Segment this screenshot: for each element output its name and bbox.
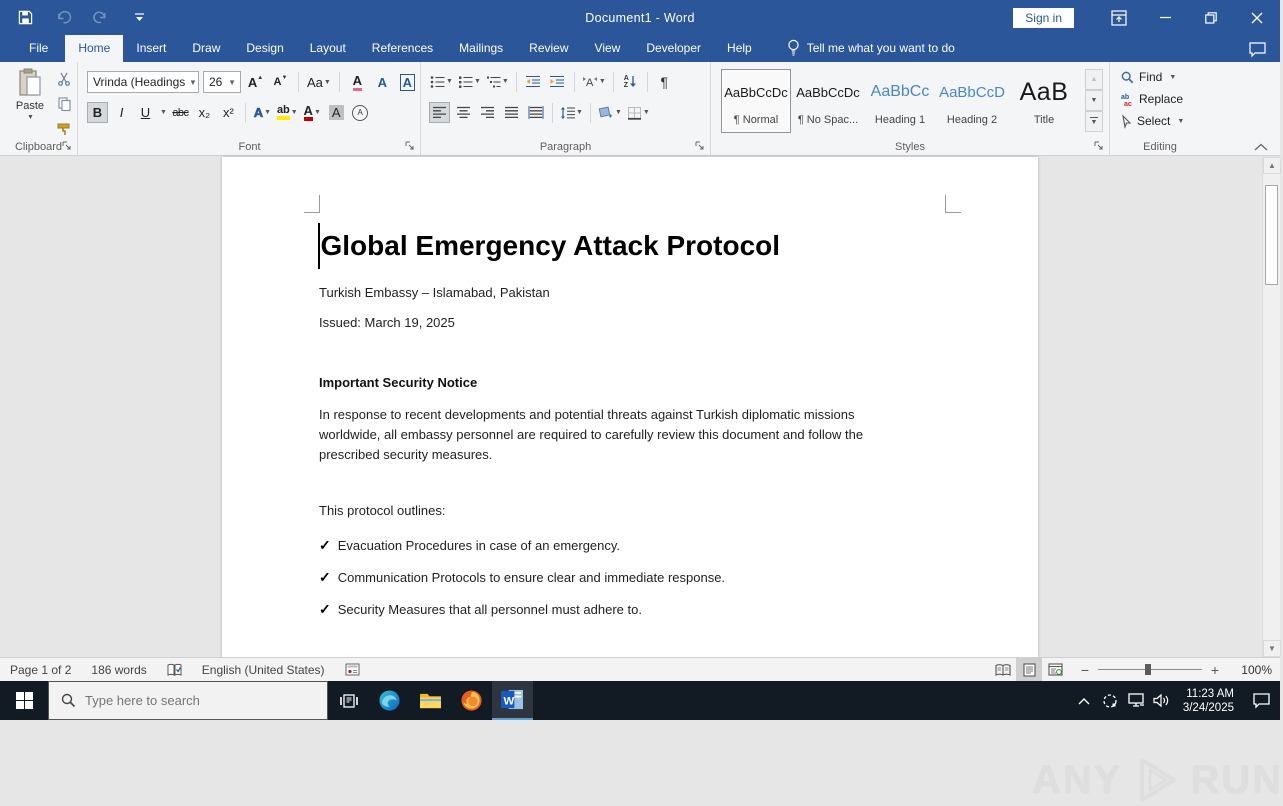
- ribbon-tab-row: [0, 35, 1280, 62]
- scrollbar-thumb[interactable]: [1265, 185, 1278, 285]
- style-name: Title: [1033, 114, 1055, 126]
- notice-paragraph[interactable]: [319, 405, 863, 465]
- window-title: Document1 - Word: [585, 10, 695, 25]
- grow-font-button[interactable]: A ▲: [247, 74, 264, 90]
- margin-crop-mark-left: [304, 195, 320, 213]
- character-shading-button[interactable]: A: [326, 102, 347, 123]
- scroll-down-icon[interactable]: ▼: [1263, 640, 1281, 657]
- word-count[interactable]: 186 words: [91, 662, 147, 677]
- line-spacing-button[interactable]: ▼: [559, 102, 584, 123]
- borders-button[interactable]: ▼: [626, 102, 651, 123]
- zoom-in-button[interactable]: +: [1210, 661, 1220, 678]
- firefox-icon[interactable]: [451, 681, 492, 720]
- shrink-font-button[interactable]: A ▼: [273, 75, 288, 88]
- windows-taskbar: [0, 681, 1280, 720]
- watermark-text-run: RUN: [1190, 757, 1283, 802]
- scroll-up-icon[interactable]: ▲: [1263, 157, 1281, 174]
- font-dialog-launcher-icon[interactable]: [404, 140, 416, 152]
- taskbar-clock[interactable]: [1175, 687, 1242, 715]
- network-icon[interactable]: [1123, 681, 1149, 720]
- styles-more-icon[interactable]: ▼: [1085, 111, 1103, 132]
- paragraph-group-label: Paragraph: [539, 141, 592, 153]
- action-center-icon[interactable]: [1242, 681, 1280, 720]
- outline-list[interactable]: [319, 529, 725, 625]
- read-mode-icon[interactable]: [990, 658, 1016, 681]
- text-effects-button[interactable]: A ▼: [253, 105, 272, 120]
- sign-in-button[interactable]: Sign in: [1013, 8, 1074, 28]
- title-bar: [0, 0, 1280, 35]
- task-view-icon[interactable]: [328, 681, 369, 720]
- tab-view[interactable]: View: [594, 41, 621, 55]
- file-explorer-icon[interactable]: [410, 681, 451, 720]
- checkmark-icon: ✓: [319, 568, 331, 585]
- shading-button[interactable]: ▼: [597, 102, 623, 123]
- font-size-combo[interactable]: [203, 71, 241, 93]
- group-font: [79, 62, 421, 155]
- bullets-button[interactable]: ▼: [429, 71, 454, 92]
- style-name: ¶ No Spac...: [797, 114, 859, 126]
- outline-intro[interactable]: This protocol outlines:: [319, 503, 446, 518]
- align-center-button[interactable]: [453, 102, 474, 123]
- style-name: ¶ Normal: [733, 114, 779, 126]
- tray-circle-icon[interactable]: [1097, 681, 1123, 720]
- svg-text:A: A: [585, 76, 594, 89]
- style-preview: AaBbCcDc: [724, 84, 788, 100]
- font-name-combo[interactable]: [87, 71, 199, 93]
- styles-scroll-up-icon[interactable]: ▲: [1085, 69, 1103, 90]
- search-input[interactable]: [85, 693, 305, 708]
- restore-button[interactable]: [1188, 0, 1234, 35]
- start-button[interactable]: [0, 681, 48, 720]
- increase-indent-button[interactable]: [547, 71, 568, 92]
- style-preview: AaBbCcD: [939, 83, 1005, 101]
- font-name-caret-icon: ▼: [189, 77, 197, 87]
- language-indicator[interactable]: English (United States): [201, 662, 325, 677]
- font-size-caret-icon: ▼: [228, 77, 236, 87]
- anyrun-play-logo-icon: [1128, 754, 1184, 806]
- show-paragraph-marks-button[interactable]: ¶: [660, 73, 669, 90]
- style-title[interactable]: [1009, 69, 1079, 133]
- group-paragraph: [421, 62, 711, 155]
- svg-text:ac: ac: [1124, 100, 1132, 108]
- document-issued-date[interactable]: Issued: March 19, 2025: [319, 315, 455, 330]
- group-styles: [711, 62, 1110, 155]
- document-title[interactable]: Global Emergency Attack Protocol: [320, 230, 781, 261]
- taskbar-search[interactable]: [48, 681, 328, 720]
- clipboard-dialog-launcher-icon[interactable]: [61, 140, 73, 152]
- bold-button[interactable]: B: [87, 102, 108, 123]
- tab-review[interactable]: Review: [529, 41, 569, 55]
- tab-draw[interactable]: Draw: [192, 41, 221, 55]
- word-taskbar-icon[interactable]: [492, 681, 533, 720]
- styles-dialog-launcher-icon[interactable]: [1093, 140, 1105, 152]
- select-button[interactable]: Select ▼: [1121, 114, 1184, 128]
- style-preview: AaBbCc: [870, 83, 930, 100]
- document-page[interactable]: [222, 157, 1038, 657]
- format-painter-icon[interactable]: [54, 120, 74, 138]
- distribute-button[interactable]: [525, 102, 546, 123]
- tab-design[interactable]: Design: [246, 41, 284, 55]
- numbering-button[interactable]: ▼: [457, 71, 482, 92]
- date: 3/24/2025: [1182, 701, 1234, 714]
- anyrun-watermark: [1032, 754, 1283, 806]
- find-label: Find: [1139, 70, 1163, 84]
- tab-mailings[interactable]: Mailings: [459, 41, 504, 55]
- font-name-value: Vrinda (Headings: [93, 75, 186, 89]
- asian-layout-button[interactable]: A ▼: [581, 71, 607, 92]
- character-border-button[interactable]: A: [397, 72, 418, 93]
- styles-scroll-down-icon[interactable]: ▼: [1085, 90, 1103, 111]
- style-name: Heading 1: [874, 114, 926, 126]
- strikethrough-button[interactable]: abc: [172, 106, 189, 119]
- style-preview: AaB: [1019, 77, 1069, 106]
- sort-button[interactable]: A Z: [620, 71, 641, 92]
- comments-icon[interactable]: [1249, 42, 1266, 57]
- ribbon: [0, 62, 1280, 156]
- time: 11:23 AM: [1186, 687, 1234, 700]
- svg-text:W: W: [503, 695, 515, 708]
- tab-developer[interactable]: Developer: [646, 41, 702, 55]
- align-left-button[interactable]: [429, 102, 450, 123]
- vertical-scrollbar[interactable]: [1262, 157, 1280, 657]
- tab-references[interactable]: References: [371, 41, 434, 55]
- document-subtitle[interactable]: Turkish Embassy – Islamabad, Pakistan: [319, 285, 550, 300]
- paragraph-dialog-launcher-icon[interactable]: [694, 140, 706, 152]
- style-heading1[interactable]: [865, 69, 935, 133]
- font-size-value: 26: [209, 75, 223, 89]
- cursor-arrow-icon: [1121, 115, 1132, 128]
- replace-button[interactable]: [1121, 92, 1184, 106]
- paste-caret-icon: ▼: [27, 114, 34, 121]
- list-item[interactable]: ✓ Communication Protocols to ensure clear and immediate response.: [319, 568, 726, 585]
- zoom-slider-track[interactable]: [1098, 669, 1202, 670]
- tell-me-box[interactable]: [787, 39, 955, 62]
- volume-icon[interactable]: [1149, 681, 1175, 720]
- status-bar: [0, 657, 1280, 681]
- align-right-button[interactable]: [477, 102, 498, 123]
- replace-icon: [1121, 93, 1134, 106]
- font-color-button[interactable]: A ▼: [302, 102, 323, 123]
- style-no-spacing[interactable]: [793, 69, 863, 133]
- justify-button[interactable]: [501, 102, 522, 123]
- change-case-button[interactable]: Aa ▼: [307, 74, 331, 90]
- font-group-label: Font: [238, 141, 261, 153]
- style-normal[interactable]: [721, 69, 791, 133]
- zoom-control: [1076, 662, 1224, 678]
- style-heading2[interactable]: [937, 69, 1007, 133]
- phonetic-guide-button[interactable]: A: [377, 74, 388, 90]
- tab-home[interactable]: Home: [65, 35, 123, 62]
- italic-button[interactable]: I: [119, 105, 124, 120]
- paste-button[interactable]: [8, 68, 52, 134]
- cut-icon[interactable]: [54, 70, 74, 88]
- find-button[interactable]: Find ▼: [1121, 70, 1184, 84]
- notice-line: In response to recent developments and potential threats against Turkish diplomatic missions: [319, 407, 855, 422]
- zoom-percentage[interactable]: 100%: [1241, 662, 1272, 677]
- list-item[interactable]: ✓ Security Measures that all personnel must adhere to.: [319, 600, 642, 617]
- decrease-indent-button[interactable]: [523, 71, 544, 92]
- search-icon: [1121, 71, 1134, 84]
- clipboard-group-label: Clipboard: [14, 141, 63, 153]
- superscript-button[interactable]: x²: [223, 105, 234, 120]
- windows-logo-icon: [16, 692, 33, 709]
- text-cursor: [318, 223, 320, 269]
- web-layout-icon[interactable]: [1042, 658, 1068, 681]
- tab-insert[interactable]: Insert: [136, 41, 167, 55]
- zoom-out-button[interactable]: −: [1080, 661, 1090, 678]
- notice-heading[interactable]: Important Security Notice: [319, 375, 478, 390]
- close-button[interactable]: [1234, 0, 1280, 35]
- collapse-ribbon-icon[interactable]: [1254, 143, 1268, 151]
- group-editing: [1111, 62, 1209, 155]
- replace-label: Replace: [1139, 92, 1184, 106]
- tab-layout[interactable]: Layout: [309, 41, 346, 55]
- text-highlight-button[interactable]: ab ▼: [276, 102, 299, 123]
- hidden-icons-chevron[interactable]: [1071, 681, 1097, 720]
- notice-line: prescribed security measures.: [319, 447, 493, 462]
- tab-file[interactable]: File: [12, 35, 65, 62]
- page-indicator[interactable]: Page 1 of 2: [10, 662, 72, 677]
- select-label: Select: [1137, 114, 1171, 128]
- svg-text:ab: ab: [1121, 93, 1130, 101]
- styles-group-label: Styles: [895, 141, 925, 153]
- print-layout-icon[interactable]: [1016, 658, 1042, 681]
- style-name: Heading 2: [946, 114, 998, 126]
- paste-clipboard-icon: [17, 68, 43, 98]
- proofing-icon[interactable]: [157, 663, 192, 677]
- ribbon-display-options-icon[interactable]: [1096, 0, 1142, 35]
- editing-group-label: Editing: [1143, 141, 1177, 153]
- copy-icon[interactable]: [54, 95, 74, 113]
- underline-caret-icon[interactable]: ▼: [160, 109, 167, 116]
- style-preview: AaBbCcDc: [796, 84, 860, 100]
- notice-line: worldwide, all embassy personnel are required to carefully review this document and follow the: [319, 427, 864, 442]
- subscript-button[interactable]: x₂: [198, 105, 211, 120]
- enclose-characters-button[interactable]: A: [350, 102, 371, 123]
- checkmark-icon: ✓: [319, 536, 331, 553]
- edge-icon[interactable]: [369, 681, 410, 720]
- group-clipboard: [0, 62, 78, 155]
- underline-button[interactable]: U: [140, 105, 151, 120]
- lightbulb-icon: [787, 39, 800, 56]
- tell-me-label: Tell me what you want to do: [806, 40, 955, 55]
- minimize-button[interactable]: [1142, 0, 1188, 35]
- paste-label: Paste: [15, 100, 45, 112]
- margin-crop-mark-right: [945, 195, 961, 213]
- macro-recording-icon[interactable]: [335, 663, 370, 676]
- tab-help[interactable]: Help: [727, 41, 752, 55]
- watermark-text-any: ANY: [1032, 757, 1123, 802]
- multilevel-list-button[interactable]: ▼: [485, 71, 510, 92]
- clear-formatting-button[interactable]: A: [347, 72, 368, 93]
- zoom-slider-handle[interactable]: [1145, 664, 1151, 675]
- checkmark-icon: ✓: [319, 600, 331, 617]
- search-icon: [61, 693, 76, 708]
- list-item[interactable]: ✓ Evacuation Procedures in case of an emergency.: [319, 536, 621, 553]
